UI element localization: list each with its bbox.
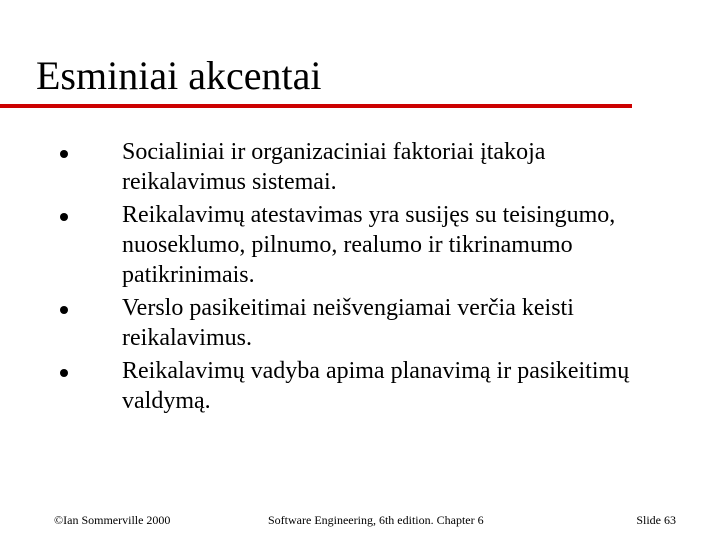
bullet-text: Reikalavimų atestavimas yra susijęs su teisingumo, nuoseklumo, pilnumo, realumo ir tikrinamumo patikrinimais. bbox=[122, 202, 616, 288]
footer-book-title: Software Engineering, 6th edition. Chapter 6 bbox=[268, 513, 484, 527]
bullet-item bbox=[0, 356, 662, 416]
slide-title: Esminiai akcentai bbox=[36, 53, 322, 98]
bullet-item bbox=[0, 293, 662, 353]
bullet-dot-icon bbox=[60, 306, 68, 314]
title-underline bbox=[0, 104, 632, 108]
bullet-item bbox=[0, 200, 662, 290]
footer-copyright: ©Ian Sommerville 2000 bbox=[54, 513, 171, 527]
bullet-dot-icon bbox=[60, 369, 68, 377]
footer-slide-number: Slide 63 bbox=[636, 513, 676, 527]
bullet-dot-icon bbox=[60, 150, 68, 158]
bullet-text: Socialiniai ir organizaciniai faktoriai įtakoja reikalavimus sistemai. bbox=[122, 139, 546, 195]
bullet-dot-icon bbox=[60, 213, 68, 221]
bullet-list bbox=[0, 137, 720, 419]
bullet-text: Reikalavimų vadyba apima planavimą ir pasikeitimų valdymą. bbox=[122, 358, 630, 414]
bullet-text: Verslo pasikeitimai neišvengiamai verčia keisti reikalavimus. bbox=[122, 295, 574, 351]
bullet-item bbox=[0, 137, 662, 197]
